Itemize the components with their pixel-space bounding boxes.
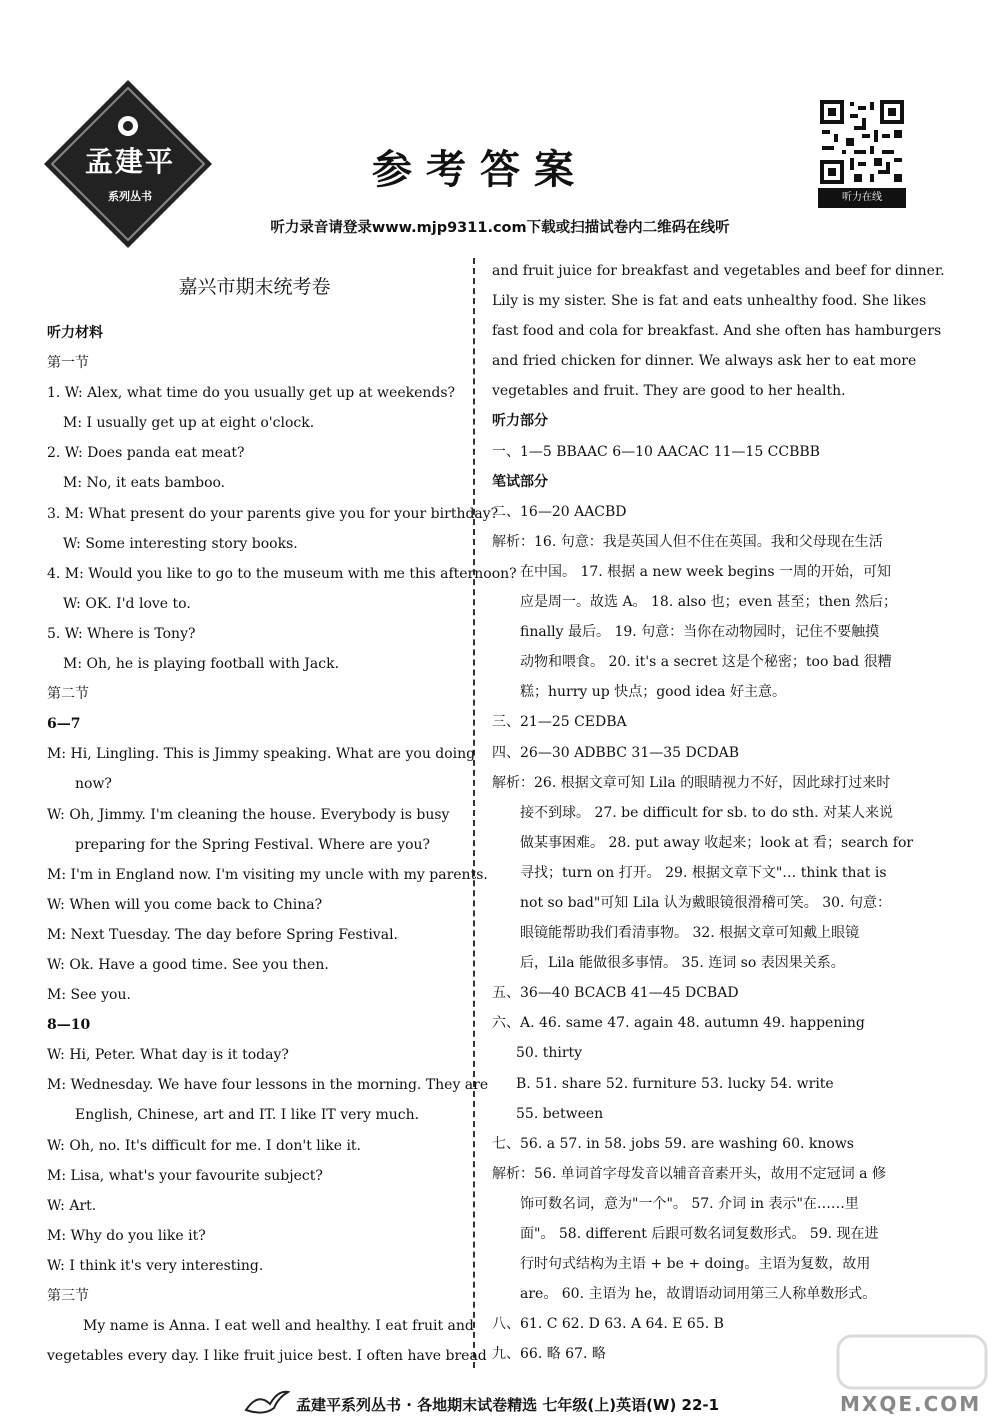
- left-text-line: W: Some interesting story books.: [63, 535, 298, 552]
- right-text-line: 行时句式结构为主语 + be + doing。主语为复数，故用: [520, 1256, 871, 1273]
- right-text-line: 笔试部分: [492, 473, 548, 490]
- left-text-line: 3. M: What present do your parents give you for your birthday?: [47, 505, 499, 522]
- right-text-line: not so bad"可知 Lila 认为戴眼镜很滑稽可笑。 30. 句意：: [520, 894, 891, 911]
- right-text-line: Lily is my sister. She is fat and eats unhealthy food. She likes: [492, 293, 927, 310]
- right-text-line: 动物和喂食。 20. it's a secret 这是个秘密；too bad 很糟: [520, 654, 892, 671]
- left-text-line: 2. W: Does panda eat meat?: [47, 445, 245, 462]
- logo-subtext: 系列丛书: [108, 190, 152, 203]
- right-text-line: 55. between: [516, 1105, 604, 1122]
- right-text-line: 饰可数名词，意为"一个"。 57. 介词 in 表示"在……里: [520, 1195, 859, 1212]
- right-text-line: 在中国。 17. 根据 a new week begins 一周的开始，可知: [520, 563, 891, 580]
- left-text-line: W: Oh, no. It's difficult for me. I don't like it.: [47, 1137, 362, 1154]
- right-text-line: 九、66. 略 67. 略: [492, 1346, 606, 1363]
- right-text-line: 一、1—5 BBAAC 6—10 AACAC 11—15 CCBBB: [492, 443, 820, 460]
- right-text-line: 后，Lila 能做很多事情。 35. 连词 so 表因果关系。: [520, 955, 845, 972]
- left-text-line: preparing for the Spring Festival. Where are you?: [75, 836, 431, 853]
- right-text-line: 解析：16. 句意：我是英国人但不住在英国。我和父母现在生活: [492, 533, 883, 550]
- left-text-line: M: No, it eats bamboo.: [63, 475, 226, 492]
- page-title: 参考答案: [372, 147, 588, 193]
- column-divider: [473, 258, 475, 1368]
- left-text-line: M: Lisa, what's your favourite subject?: [47, 1167, 323, 1184]
- right-text-line: 做某事困难。 28. put away 收起来；look at 看；search for: [520, 834, 914, 851]
- left-text-line: 第二节: [47, 686, 89, 703]
- right-text-line: finally 最后。 19. 句意：当你在动物园时，记住不要触摸: [520, 624, 880, 641]
- logo-text: 孟建平: [84, 145, 175, 178]
- watermark-text: MXQE.COM: [840, 1392, 982, 1416]
- left-text-line: M: See you.: [47, 987, 131, 1004]
- left-text-line: W: OK. I'd love to.: [63, 595, 191, 612]
- right-text-line: 八、61. C 62. D 63. A 64. E 65. B: [492, 1316, 724, 1333]
- left-text-line: 8—10: [47, 1017, 91, 1034]
- left-text-line: M: Why do you like it?: [47, 1227, 206, 1244]
- right-text-line: 接不到球。 27. be difficult for sb. to do sth. 对某人来说: [520, 804, 894, 821]
- right-text-line: vegetables and fruit. They are good to her health.: [492, 383, 846, 400]
- page-footer: 孟建平系列丛书 · 各地期末试卷精选 七年级(上)英语(W) 22-1: [296, 1396, 720, 1414]
- bird-icon: [244, 1386, 290, 1418]
- left-text-line: M: Wednesday. We have four lessons in the morning. They are: [47, 1077, 489, 1094]
- right-text-line: 四、26—30 ADBBC 31—35 DCDAB: [492, 744, 740, 761]
- qr-code-icon[interactable]: [818, 98, 906, 186]
- left-text-line: M: I'm in England now. I'm visiting my uncle with my parents.: [47, 866, 488, 883]
- left-text-line: M: Oh, he is playing football with Jack.: [63, 656, 340, 673]
- right-text-line: 面"。 58. different 后跟可数名词复数形式。 59. 现在进: [520, 1226, 879, 1242]
- right-text-line: 应是周一。故选 A。 18. also 也；even 甚至；then 然后；: [520, 594, 897, 611]
- right-text-line: 三、21—25 CEDBA: [492, 714, 627, 731]
- left-column: [47, 318, 517, 1371]
- left-text-line: 6—7: [47, 716, 81, 733]
- right-text-line: fast food and cola for breakfast. And she often has hamburgers: [492, 323, 942, 340]
- right-text-line: 糕；hurry up 快点；good idea 好主意。: [520, 684, 786, 701]
- left-text-line: M: Next Tuesday. The day before Spring Festival.: [47, 926, 398, 943]
- left-text-line: 第三节: [47, 1288, 89, 1304]
- right-text-line: and fruit juice for breakfast and vegetables and beef for dinner.: [492, 263, 945, 279]
- left-text-line: 5. W: Where is Tony?: [47, 625, 196, 642]
- right-text-line: 解析：56. 单词首字母发音以辅音音素开头，故用不定冠词 a 修: [492, 1165, 886, 1182]
- right-text-line: are。 60. 主语为 he，故谓语动词用第三人称单数形式。: [520, 1286, 877, 1303]
- right-text-line: 二、16—20 AACBD: [492, 503, 627, 520]
- right-text-line: 眼镜能帮助我们看清事物。 32. 根据文章可知戴上眼镜: [520, 925, 860, 942]
- left-text-line: W: Oh, Jimmy. I'm cleaning the house. Everybody is busy: [47, 806, 450, 823]
- left-text-line: English, Chinese, art and IT. I like IT very much.: [75, 1107, 420, 1124]
- right-text-line: 听力部分: [492, 413, 548, 430]
- left-text-line: vegetables every day. I like fruit juice best. I often have bread: [47, 1348, 487, 1365]
- left-text-line: My name is Anna. I eat well and healthy. I eat fruit and: [83, 1318, 474, 1335]
- left-text-line: W: Art.: [47, 1197, 97, 1214]
- right-text-line: 50. thirty: [516, 1045, 583, 1062]
- left-text-line: M: I usually get up at eight o'clock.: [63, 415, 315, 432]
- left-text-line: 听力材料: [47, 325, 103, 341]
- right-text-line: 七、56. a 57. in 58. jobs 59. are washing 60. knows: [492, 1135, 854, 1152]
- exam-title: 嘉兴市期末统考卷: [178, 276, 331, 298]
- right-text-line: 六、A. 46. same 47. again 48. autumn 49. happening: [492, 1015, 865, 1032]
- right-text-line: 寻找；turn on 打开。 29. 根据文章下文"… think that is: [520, 864, 887, 881]
- audio-download-note: 听力录音请登录www.mjp9311.com下载或扫描试卷内二维码在线听: [270, 220, 730, 236]
- right-text-line: and fried chicken for dinner. We always ask her to eat more: [492, 353, 917, 370]
- left-text-line: W: Ok. Have a good time. See you then.: [47, 956, 329, 973]
- left-text-line: W: Hi, Peter. What day is it today?: [47, 1047, 289, 1064]
- left-text-line: M: Hi, Lingling. This is Jimmy speaking. What are you doing: [47, 746, 476, 763]
- right-text-line: B. 51. share 52. furniture 53. lucky 54. write: [516, 1075, 834, 1092]
- right-text-line: 五、36—40 BCACB 41—45 DCBAD: [492, 985, 739, 1002]
- right-column: [492, 256, 945, 1369]
- right-text-line: 解析：26. 根据文章可知 Lila 的眼睛视力不好，因此球打过来时: [492, 774, 891, 791]
- left-text-line: W: I think it's very interesting.: [47, 1257, 264, 1274]
- qr-label: 听力在线: [818, 188, 906, 208]
- left-text-line: W: When will you come back to China?: [47, 896, 323, 913]
- left-text-line: 4. M: Would you like to go to the museum with me this afternoon?: [47, 565, 517, 582]
- left-text-line: 第一节: [47, 355, 89, 372]
- left-text-line: now?: [75, 776, 112, 793]
- left-text-line: 1. W: Alex, what time do you usually get up at weekends?: [47, 385, 456, 402]
